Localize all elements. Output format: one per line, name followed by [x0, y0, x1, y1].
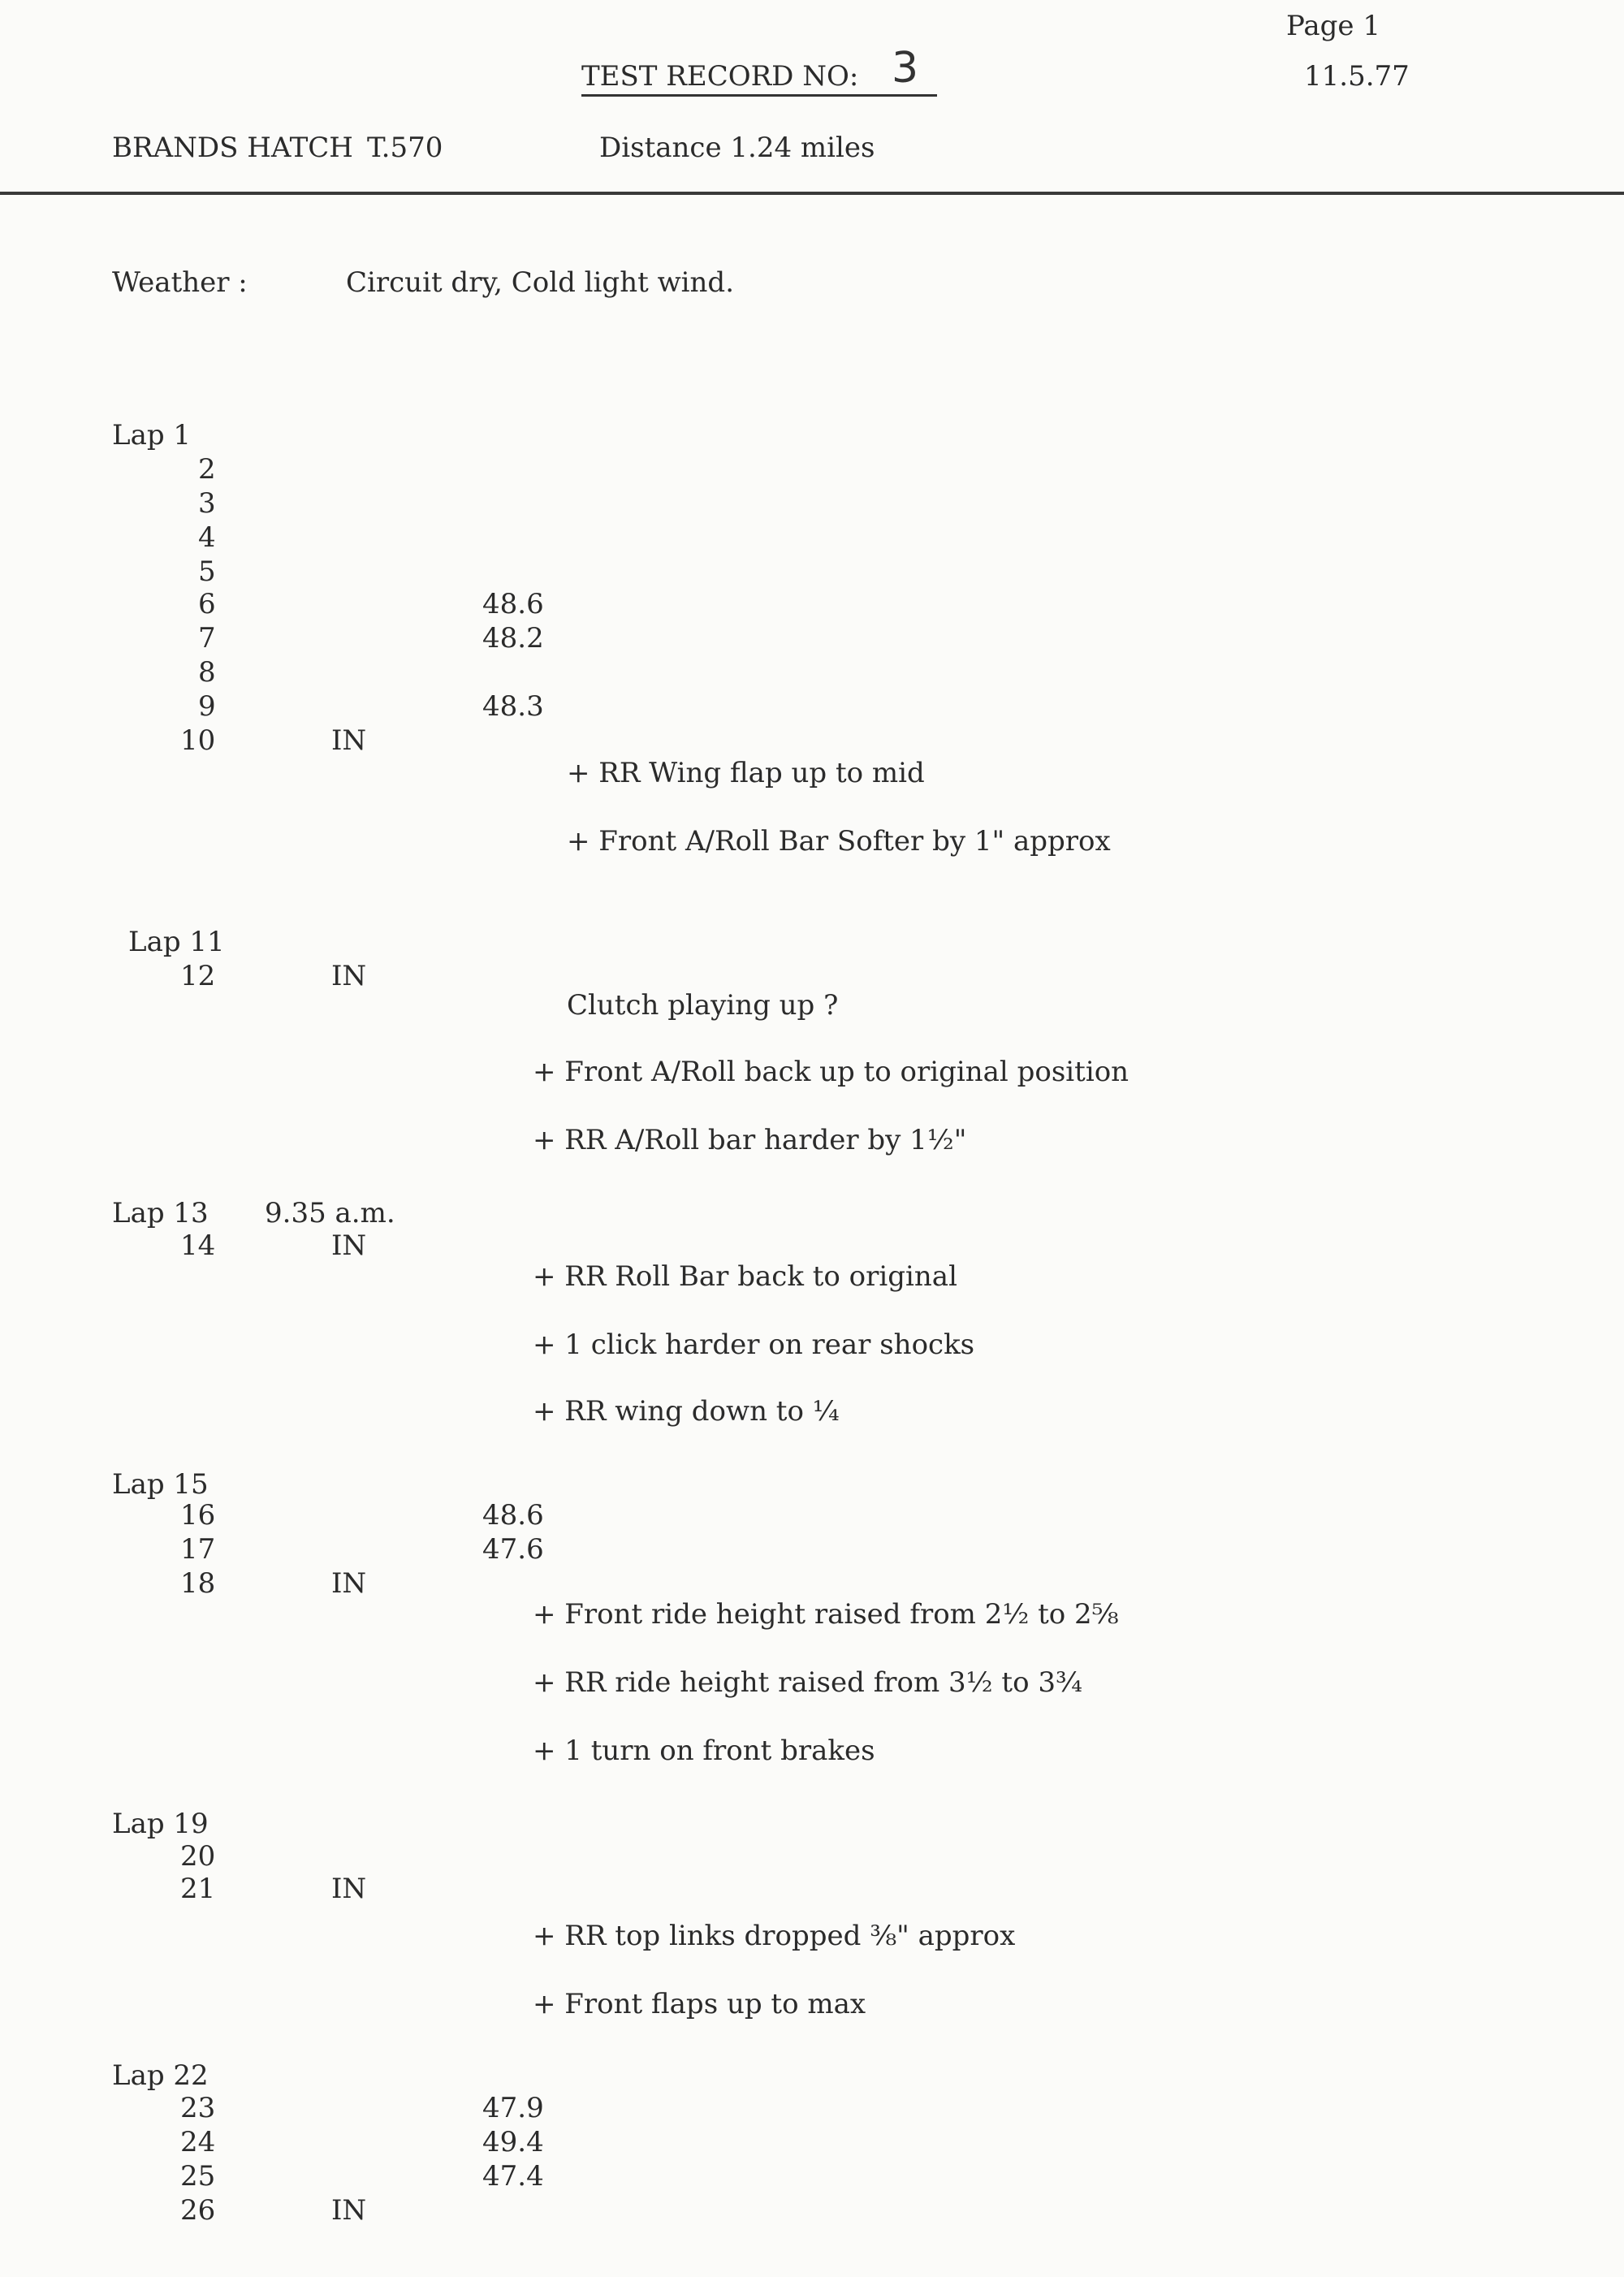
- lap-label: Lap 1: [112, 419, 192, 452]
- lap-time: 47.6: [482, 1533, 544, 1566]
- setup-change: + Front ride height raised from 2½ to 2⅝: [533, 1598, 1119, 1631]
- setup-change: + 1 turn on front brakes: [533, 1735, 875, 1767]
- lap-number: 23: [180, 2092, 216, 2124]
- lap-number: 2: [198, 453, 216, 486]
- setup-note: Clutch playing up ?: [567, 989, 839, 1022]
- lap-time: 49.4: [482, 2126, 544, 2158]
- lap-label: Lap 19: [112, 1808, 209, 1840]
- setup-change: + 1 click harder on rear shocks: [533, 1329, 975, 1361]
- setup-change: + RR ride height raised from 3½ to 3¾: [533, 1666, 1082, 1699]
- record-date: 11.5.77: [1304, 60, 1410, 93]
- lap-number: 20: [180, 1840, 216, 1873]
- lap-number: 26: [180, 2194, 216, 2227]
- lap-time: 48.6: [482, 1499, 544, 1532]
- lap-label: Lap 11: [128, 926, 225, 958]
- lap-label: Lap 22: [112, 2059, 209, 2092]
- setup-change: + Front flaps up to max: [533, 1988, 866, 2020]
- lap-number: 3: [198, 487, 216, 520]
- setup-change: + Front A/Roll Bar Softer by 1" approx: [567, 825, 1111, 858]
- title-underline: [581, 94, 937, 97]
- lap-number: 7: [198, 622, 216, 655]
- lap-number: 14: [180, 1229, 216, 1262]
- setup-change: + RR wing down to ¼: [533, 1395, 840, 1428]
- lap-number: 16: [180, 1499, 216, 1532]
- pit-in-note: IN: [331, 2194, 367, 2227]
- lap-number: 6: [198, 588, 216, 620]
- venue: BRANDS HATCH: [112, 132, 353, 164]
- lap-label: Lap 13: [112, 1197, 209, 1229]
- lap-number: 21: [180, 1873, 216, 1905]
- weather-value: Circuit dry, Cold light wind.: [346, 266, 735, 299]
- pit-in-note: IN: [331, 960, 367, 992]
- car-model: T.570: [367, 132, 443, 164]
- lap-number: 8: [198, 656, 216, 689]
- setup-change: + Front A/Roll back up to original position: [533, 1056, 1129, 1088]
- lap-time: 48.6: [482, 588, 544, 620]
- lap-time: 48.2: [482, 622, 544, 655]
- distance: Distance 1.24 miles: [599, 132, 875, 164]
- lap-time: 47.9: [482, 2092, 544, 2124]
- record-title: TEST RECORD NO:: [581, 60, 859, 93]
- lap-number: 18: [180, 1567, 216, 1600]
- lap-number: 17: [180, 1533, 216, 1566]
- weather-label: Weather :: [112, 266, 248, 299]
- lap-number: 10: [180, 724, 216, 757]
- lap-time: 47.4: [482, 2160, 544, 2193]
- setup-change: + RR A/Roll bar harder by 1½": [533, 1124, 967, 1156]
- lap-number: 9: [198, 690, 216, 723]
- pit-in-note: IN: [331, 1873, 367, 1905]
- lap-number: 12: [180, 960, 216, 992]
- pit-in-note: IN: [331, 1229, 367, 1262]
- lap-number: 4: [198, 521, 216, 554]
- record-number: 3: [892, 44, 919, 93]
- setup-change: + RR Wing flap up to mid: [567, 757, 925, 789]
- setup-change: + RR Roll Bar back to original: [533, 1260, 957, 1293]
- time-of-day: 9.35 a.m.: [265, 1197, 395, 1229]
- lap-number: 5: [198, 555, 216, 588]
- pit-in-note: IN: [331, 724, 367, 757]
- lap-time: 48.3: [482, 690, 544, 723]
- lap-number: 25: [180, 2160, 216, 2193]
- lap-number: 24: [180, 2126, 216, 2158]
- header-divider: [0, 192, 1624, 195]
- lap-label: Lap 15: [112, 1468, 209, 1501]
- page-number: Page 1: [1286, 10, 1380, 42]
- pit-in-note: IN: [331, 1567, 367, 1600]
- setup-change: + RR top links dropped ⅜" approx: [533, 1920, 1016, 1952]
